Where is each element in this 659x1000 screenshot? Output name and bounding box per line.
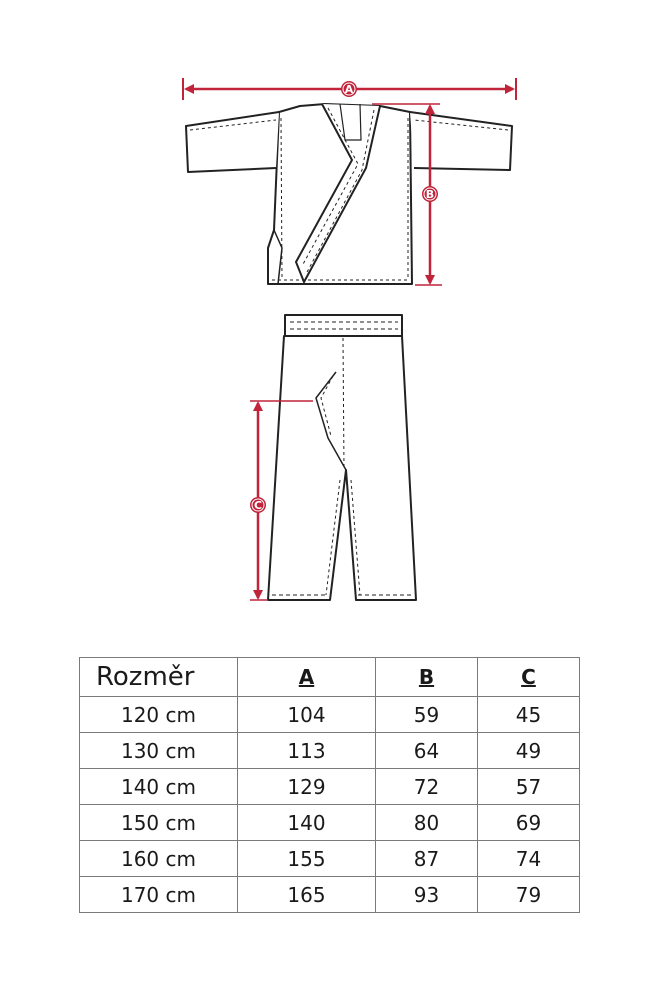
table-row — [80, 733, 580, 769]
marker-a-label: A — [344, 83, 354, 96]
cell-b: 93 — [376, 877, 478, 913]
cell-b: 64 — [376, 733, 478, 769]
cell-c: 57 — [478, 769, 580, 805]
cell-a: 104 — [238, 697, 376, 733]
cell-size: 160 cm — [80, 841, 238, 877]
header-c: C — [478, 658, 580, 697]
cell-b: 80 — [376, 805, 478, 841]
cell-a: 129 — [238, 769, 376, 805]
header-size: Rozměr — [80, 658, 238, 697]
table-row — [80, 805, 580, 841]
cell-a: 140 — [238, 805, 376, 841]
cell-c: 45 — [478, 697, 580, 733]
table-row — [80, 841, 580, 877]
marker-c-label: C — [253, 499, 263, 512]
cell-a: 113 — [238, 733, 376, 769]
cell-b: 87 — [376, 841, 478, 877]
cell-a: 155 — [238, 841, 376, 877]
cell-b: 72 — [376, 769, 478, 805]
table-row — [80, 877, 580, 913]
cell-c: 49 — [478, 733, 580, 769]
cell-c: 74 — [478, 841, 580, 877]
marker-b-label: B — [425, 188, 435, 201]
table-row — [80, 697, 580, 733]
cell-size: 130 cm — [80, 733, 238, 769]
cell-c: 79 — [478, 877, 580, 913]
cell-c: 69 — [478, 805, 580, 841]
table-header-row — [80, 658, 580, 697]
cell-size: 170 cm — [80, 877, 238, 913]
cell-b: 59 — [376, 697, 478, 733]
table-row — [80, 769, 580, 805]
cell-size: 150 cm — [80, 805, 238, 841]
cell-a: 165 — [238, 877, 376, 913]
header-a: A — [238, 658, 376, 697]
cell-size: 120 cm — [80, 697, 238, 733]
cell-size: 140 cm — [80, 769, 238, 805]
size-table — [79, 657, 580, 913]
header-b: B — [376, 658, 478, 697]
pants-outline — [268, 315, 416, 600]
